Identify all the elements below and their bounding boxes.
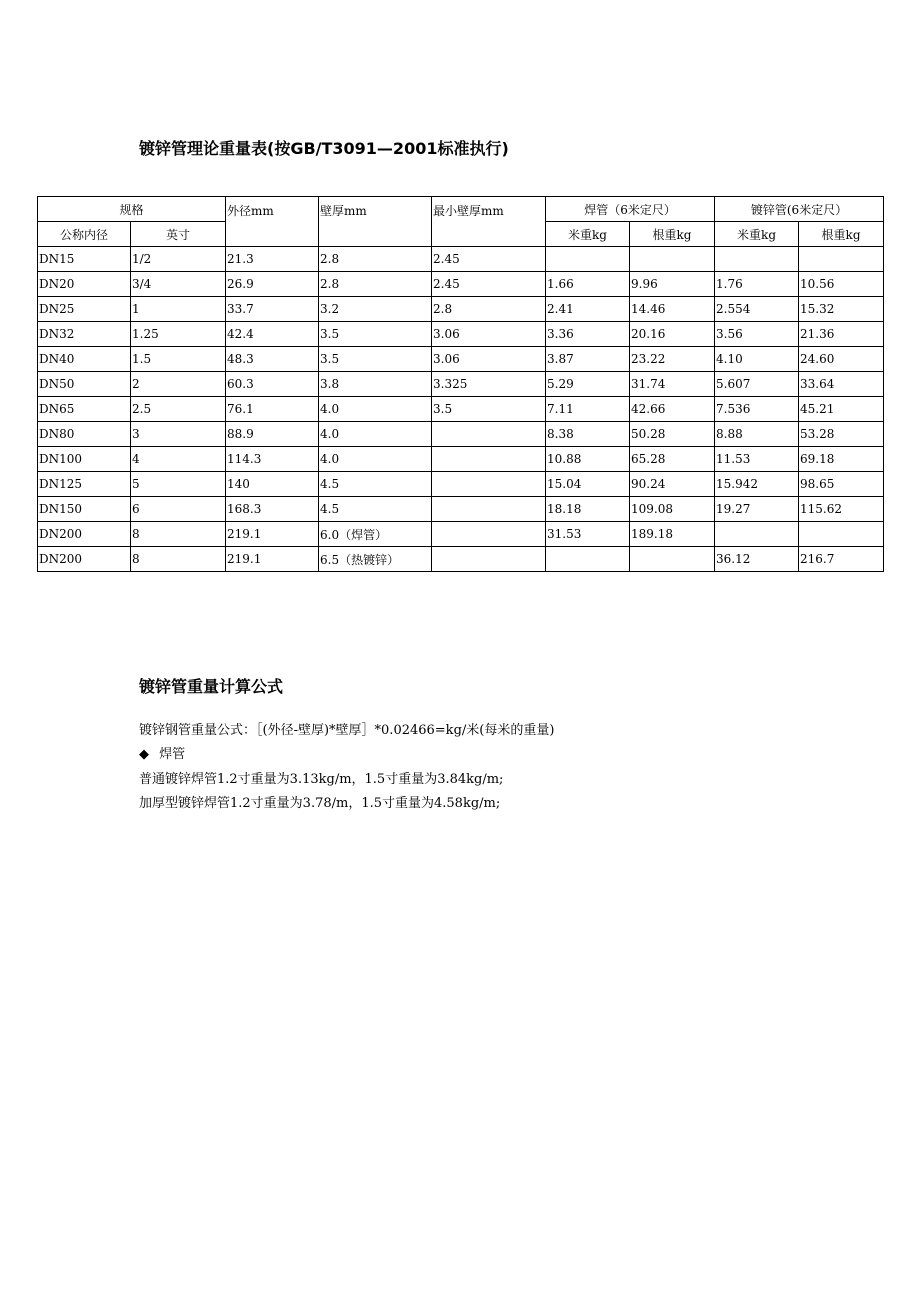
cell-inch: 1.25: [131, 322, 226, 347]
formula-line: 镀锌钢管重量公式：［(外径-壁厚)*壁厚］*0.02466=kg/米(每米的重量): [139, 723, 555, 738]
weight-table: [37, 196, 884, 572]
cell-welded-per-piece: 189.18: [630, 522, 715, 547]
cell-inch: 8: [131, 522, 226, 547]
cell-welded-per-piece: 20.16: [630, 322, 715, 347]
cell-wall-thickness: 3.5: [319, 347, 432, 372]
cell-galv-per-m: 2.554: [715, 297, 799, 322]
table-row: [38, 472, 884, 497]
cell-galv-per-m: [715, 522, 799, 547]
cell-inch: 6: [131, 497, 226, 522]
cell-welded-per-piece: [630, 247, 715, 272]
cell-min-wall-thickness: 2.45: [432, 247, 546, 272]
cell-min-wall-thickness: [432, 472, 546, 497]
cell-wall-thickness: 4.0: [319, 397, 432, 422]
table-row: [38, 397, 884, 422]
cell-welded-per-piece: 9.96: [630, 272, 715, 297]
cell-inch: 2.5: [131, 397, 226, 422]
cell-nominal-diameter: DN15: [38, 247, 131, 272]
table-row: [38, 447, 884, 472]
cell-min-wall-thickness: 3.325: [432, 372, 546, 397]
cell-welded-per-m: 31.53: [546, 522, 630, 547]
cell-welded-per-m: 3.87: [546, 347, 630, 372]
cell-outer-diameter: 140: [226, 472, 319, 497]
cell-nominal-diameter: DN25: [38, 297, 131, 322]
header-galv-per-piece: 根重kg: [799, 222, 884, 247]
cell-galv-per-m: 4.10: [715, 347, 799, 372]
header-inch: 英寸: [131, 222, 226, 247]
cell-galv-per-m: 7.536: [715, 397, 799, 422]
cell-galv-per-piece: 98.65: [799, 472, 884, 497]
cell-wall-thickness: 4.0: [319, 422, 432, 447]
cell-outer-diameter: 168.3: [226, 497, 319, 522]
cell-inch: 2: [131, 372, 226, 397]
table-row: [38, 422, 884, 447]
cell-min-wall-thickness: [432, 497, 546, 522]
cell-inch: 3: [131, 422, 226, 447]
table-row: [38, 372, 884, 397]
cell-galv-per-piece: [799, 522, 884, 547]
header-galv: 镀锌管(6米定尺）: [715, 197, 884, 222]
cell-welded-per-piece: 42.66: [630, 397, 715, 422]
header-welded-per-m: 米重kg: [546, 222, 630, 247]
cell-min-wall-thickness: 3.06: [432, 322, 546, 347]
cell-welded-per-m: 18.18: [546, 497, 630, 522]
cell-inch: 8: [131, 547, 226, 572]
cell-welded-per-piece: 50.28: [630, 422, 715, 447]
cell-welded-per-m: 7.11: [546, 397, 630, 422]
cell-galv-per-piece: 10.56: [799, 272, 884, 297]
cell-welded-per-piece: 23.22: [630, 347, 715, 372]
cell-wall-thickness: 4.5: [319, 497, 432, 522]
cell-galv-per-piece: 53.28: [799, 422, 884, 447]
cell-welded-per-m: 2.41: [546, 297, 630, 322]
cell-wall-thickness: 3.2: [319, 297, 432, 322]
cell-wall-thickness: 2.8: [319, 247, 432, 272]
cell-outer-diameter: 114.3: [226, 447, 319, 472]
header-spec: 规格: [38, 197, 226, 222]
cell-min-wall-thickness: 3.5: [432, 397, 546, 422]
diamond-bullet-icon: ◆: [139, 747, 149, 762]
cell-galv-per-piece: 33.64: [799, 372, 884, 397]
table-title: 镀锌管理论重量表(按GB/T3091—2001标准执行): [139, 139, 509, 158]
cell-galv-per-m: 15.942: [715, 472, 799, 497]
cell-outer-diameter: 88.9: [226, 422, 319, 447]
cell-min-wall-thickness: [432, 422, 546, 447]
cell-nominal-diameter: DN20: [38, 272, 131, 297]
cell-welded-per-m: 3.36: [546, 322, 630, 347]
cell-welded-per-m: 5.29: [546, 372, 630, 397]
cell-outer-diameter: 42.4: [226, 322, 319, 347]
cell-min-wall-thickness: [432, 522, 546, 547]
cell-welded-per-piece: 31.74: [630, 372, 715, 397]
cell-galv-per-piece: 45.21: [799, 397, 884, 422]
cell-inch: 4: [131, 447, 226, 472]
cell-galv-per-m: 1.76: [715, 272, 799, 297]
table-row: [38, 272, 884, 297]
cell-inch: 1/2: [131, 247, 226, 272]
cell-nominal-diameter: DN80: [38, 422, 131, 447]
cell-galv-per-piece: 216.7: [799, 547, 884, 572]
cell-nominal-diameter: DN150: [38, 497, 131, 522]
cell-welded-per-m: [546, 247, 630, 272]
header-welded: 焊管（6米定尺）: [546, 197, 715, 222]
header-min-wall: 最小壁厚mm: [432, 197, 546, 247]
header-nominal: 公称内径: [38, 222, 131, 247]
table-row: [38, 297, 884, 322]
normal-pipe-line: 普通镀锌焊管1.2寸重量为3.13kg/m，1.5寸重量为3.84kg/m;: [139, 772, 504, 787]
table-row: [38, 497, 884, 522]
cell-outer-diameter: 60.3: [226, 372, 319, 397]
cell-outer-diameter: 21.3: [226, 247, 319, 272]
formula-title: 镀锌管重量计算公式: [139, 677, 284, 696]
cell-galv-per-piece: 24.60: [799, 347, 884, 372]
cell-welded-per-m: 15.04: [546, 472, 630, 497]
cell-welded-per-piece: [630, 547, 715, 572]
thick-pipe-line: 加厚型镀锌焊管1.2寸重量为3.78/m，1.5寸重量为4.58kg/m;: [139, 796, 501, 811]
header-od: 外径mm: [226, 197, 319, 247]
cell-galv-per-m: [715, 247, 799, 272]
cell-outer-diameter: 76.1: [226, 397, 319, 422]
header-wall: 壁厚mm: [319, 197, 432, 247]
cell-galv-per-m: 36.12: [715, 547, 799, 572]
cell-galv-per-piece: 15.32: [799, 297, 884, 322]
cell-galv-per-m: 11.53: [715, 447, 799, 472]
cell-inch: 5: [131, 472, 226, 497]
bullet-item: [139, 743, 185, 762]
cell-outer-diameter: 26.9: [226, 272, 319, 297]
cell-wall-thickness: 6.5（热镀锌）: [319, 547, 432, 572]
cell-outer-diameter: 219.1: [226, 522, 319, 547]
cell-welded-per-piece: 14.46: [630, 297, 715, 322]
cell-welded-per-m: 10.88: [546, 447, 630, 472]
cell-nominal-diameter: DN100: [38, 447, 131, 472]
table-row: [38, 322, 884, 347]
table-row: [38, 347, 884, 372]
header-row: [38, 197, 884, 222]
cell-welded-per-m: 1.66: [546, 272, 630, 297]
cell-galv-per-m: 8.88: [715, 422, 799, 447]
cell-welded-per-piece: 65.28: [630, 447, 715, 472]
cell-welded-per-piece: 90.24: [630, 472, 715, 497]
cell-min-wall-thickness: 2.8: [432, 297, 546, 322]
cell-min-wall-thickness: 2.45: [432, 272, 546, 297]
cell-nominal-diameter: DN200: [38, 522, 131, 547]
cell-galv-per-piece: 115.62: [799, 497, 884, 522]
cell-galv-per-m: 5.607: [715, 372, 799, 397]
cell-galv-per-m: 19.27: [715, 497, 799, 522]
cell-nominal-diameter: DN125: [38, 472, 131, 497]
cell-wall-thickness: 4.0: [319, 447, 432, 472]
cell-wall-thickness: 3.5: [319, 322, 432, 347]
cell-nominal-diameter: DN65: [38, 397, 131, 422]
cell-min-wall-thickness: 3.06: [432, 347, 546, 372]
cell-outer-diameter: 48.3: [226, 347, 319, 372]
cell-nominal-diameter: DN50: [38, 372, 131, 397]
header-galv-per-m: 米重kg: [715, 222, 799, 247]
cell-min-wall-thickness: [432, 447, 546, 472]
bullet-label: 焊管: [159, 747, 186, 762]
cell-wall-thickness: 4.5: [319, 472, 432, 497]
cell-wall-thickness: 6.0（焊管）: [319, 522, 432, 547]
cell-welded-per-m: 8.38: [546, 422, 630, 447]
cell-galv-per-m: 3.56: [715, 322, 799, 347]
table-row: [38, 547, 884, 572]
cell-nominal-diameter: DN200: [38, 547, 131, 572]
cell-nominal-diameter: DN32: [38, 322, 131, 347]
cell-galv-per-piece: 69.18: [799, 447, 884, 472]
cell-inch: 1.5: [131, 347, 226, 372]
header-welded-per-piece: 根重kg: [630, 222, 715, 247]
cell-inch: 1: [131, 297, 226, 322]
cell-galv-per-piece: [799, 247, 884, 272]
cell-welded-per-m: [546, 547, 630, 572]
cell-inch: 3/4: [131, 272, 226, 297]
cell-nominal-diameter: DN40: [38, 347, 131, 372]
table-row: [38, 522, 884, 547]
cell-min-wall-thickness: [432, 547, 546, 572]
cell-wall-thickness: 3.8: [319, 372, 432, 397]
cell-wall-thickness: 2.8: [319, 272, 432, 297]
cell-outer-diameter: 33.7: [226, 297, 319, 322]
cell-outer-diameter: 219.1: [226, 547, 319, 572]
table-row: [38, 247, 884, 272]
cell-welded-per-piece: 109.08: [630, 497, 715, 522]
cell-galv-per-piece: 21.36: [799, 322, 884, 347]
